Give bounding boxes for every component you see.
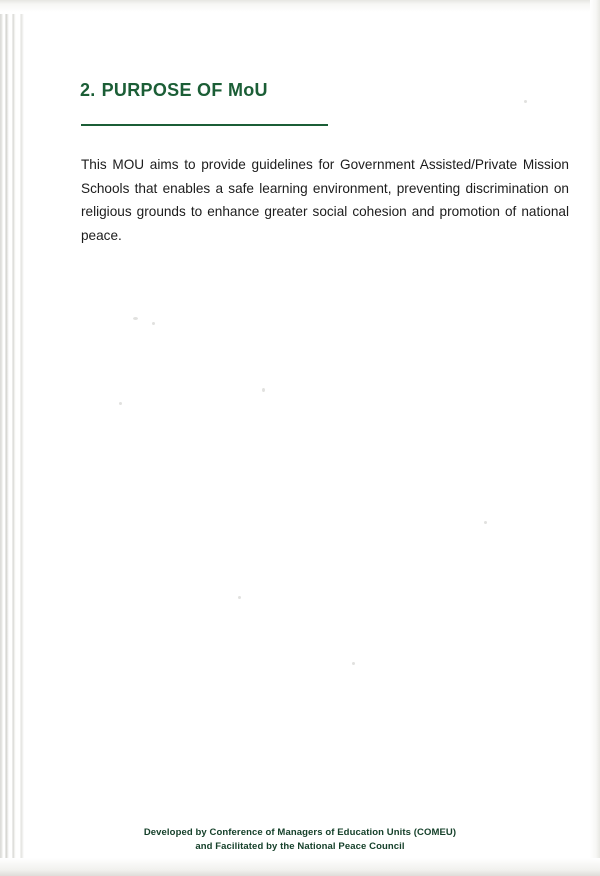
body-paragraph: This MOU aims to provide guidelines for Government Assisted/Private Mission Schools that enables a safe learning environment, preventing discrimination on religious grounds to enhance greater social cohesion and promotion of national peace.: [81, 157, 569, 243]
scan-right-edge: [590, 0, 600, 876]
page-title: PURPOSE OF MoU: [101, 80, 268, 100]
footer-line-1: Developed by Conference of Managers of Education Units (COMEU): [143, 827, 457, 838]
page-content: [80, 0, 570, 876]
heading-underline: [81, 124, 328, 126]
page-footer: [0, 826, 600, 854]
section-number: 2.: [80, 80, 96, 100]
scan-binding-edge: [0, 0, 26, 876]
section-heading: [80, 80, 268, 101]
footer-line-2: and Facilitated by the National Peace Council: [195, 841, 405, 852]
